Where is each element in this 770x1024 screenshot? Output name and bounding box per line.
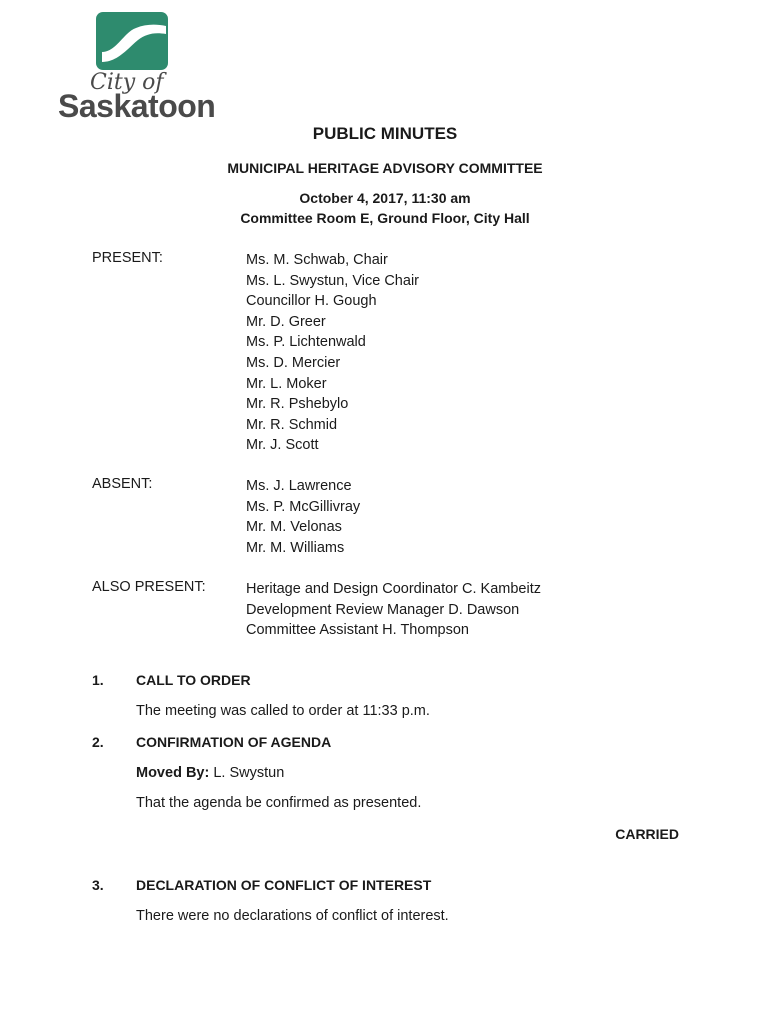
absent-label: ABSENT: xyxy=(92,476,153,492)
section-text: There were no declarations of conflict of interest. xyxy=(136,908,449,924)
also-present-label: ALSO PRESENT: xyxy=(92,579,206,595)
also-present-name: Committee Assistant H. Thompson xyxy=(246,622,469,639)
also-present-list xyxy=(246,579,541,641)
moved-by-label: Moved By: xyxy=(136,765,210,781)
absent-list xyxy=(246,476,360,558)
meeting-location: Committee Room E, Ground Floor, City Hall xyxy=(240,210,530,226)
absent-name: Ms. J. Lawrence xyxy=(246,478,352,494)
present-name: Mr. J. Scott xyxy=(246,437,319,454)
logo-text-city-of: City of xyxy=(90,70,164,95)
document-title: PUBLIC MINUTES xyxy=(312,124,458,143)
section-title: CALL TO ORDER xyxy=(136,672,251,688)
section-title: DECLARATION OF CONFLICT OF INTEREST xyxy=(136,877,432,893)
also-present-name: Heritage and Design Coordinator C. Kambeitz xyxy=(246,581,541,597)
present-name: Ms. D. Mercier xyxy=(246,354,341,371)
absent-name: Mr. M. Williams xyxy=(246,539,345,556)
committee-name: MUNICIPAL HERITAGE ADVISORY COMMITTEE xyxy=(227,160,543,176)
present-name: Mr. L. Moker xyxy=(246,375,327,392)
present-name: Ms. P. Lichtenwald xyxy=(246,334,366,351)
present-name: Mr. D. Greer xyxy=(246,313,326,330)
present-name: Councillor H. Gough xyxy=(246,293,377,310)
also-present-name: Development Review Manager D. Dawson xyxy=(246,601,520,618)
section-text: The meeting was called to order at 11:33 p.m. xyxy=(136,703,430,719)
section-number: 2. xyxy=(92,734,104,750)
logo-text-saskatoon: Saskatoon xyxy=(58,88,216,124)
city-logo-mark-icon xyxy=(96,12,168,72)
present-name: Mr. R. Schmid xyxy=(246,416,338,433)
present-list xyxy=(246,250,419,456)
present-label: PRESENT: xyxy=(92,250,163,266)
section-number: 1. xyxy=(92,672,104,688)
absent-name: Ms. P. McGillivray xyxy=(246,498,361,515)
absent-name: Mr. M. Velonas xyxy=(246,519,342,536)
present-name: Mr. R. Pshebylo xyxy=(246,396,349,413)
section-title: CONFIRMATION OF AGENDA xyxy=(136,734,332,750)
motion-text: That the agenda be confirmed as presented. xyxy=(136,795,422,811)
motion-result: CARRIED xyxy=(615,826,679,842)
moved-by-name: L. Swystun xyxy=(213,765,285,781)
moved-by-line xyxy=(136,765,284,781)
present-name: Ms. M. Schwab, Chair xyxy=(246,252,388,268)
meeting-date: October 4, 2017, 11:30 am xyxy=(299,190,471,206)
present-name: Ms. L. Swystun, Vice Chair xyxy=(246,272,419,289)
section-number: 3. xyxy=(92,877,104,893)
